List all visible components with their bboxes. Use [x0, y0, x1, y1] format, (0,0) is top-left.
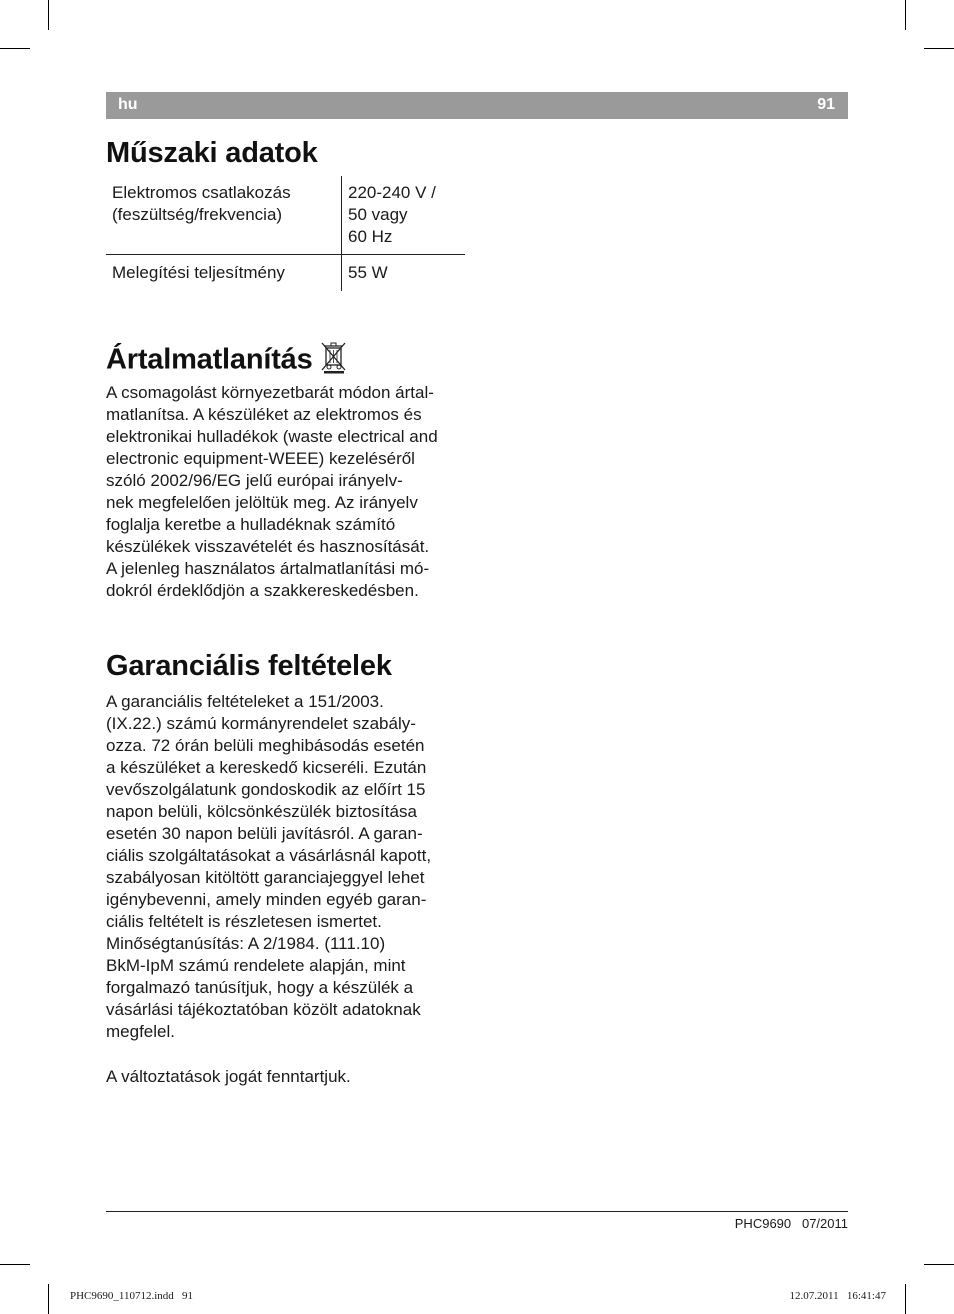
- language-code: hu: [118, 96, 138, 113]
- crop-mark: [48, 1284, 49, 1314]
- crossed-out-wheelie-bin-icon: [321, 340, 347, 382]
- specs-table: [106, 176, 465, 291]
- spec-label: Melegítési teljesítmény: [112, 263, 285, 282]
- specs-heading: Műszaki adatok: [106, 137, 318, 169]
- page-header-bar: [106, 92, 848, 119]
- spec-value: 220-240 V / 50 vagy 60 Hz: [342, 176, 466, 255]
- crop-mark: [924, 48, 954, 49]
- footer-rule: [106, 1211, 848, 1212]
- print-slug-timestamp: 12.07.2011 16:41:47: [789, 1290, 886, 1302]
- spec-label: Elektromos csatlakozás (feszültség/frekvencia): [106, 176, 342, 255]
- page-number: 91: [817, 96, 835, 113]
- disposal-heading: [106, 340, 347, 382]
- crop-mark: [0, 48, 30, 49]
- crop-mark: [905, 0, 906, 30]
- table-row: [106, 176, 465, 255]
- warranty-text: A garanciális feltételeket a 151/2003. (IX.22.) számú kormányrendelet szabály- ozza. 72 órán belüli meghibásodás esetén a készüléket a kereskedő kicseréli. Ezután vevőszolgálatunk gondoskodik az előírt 15 napon belüli, kölcsönkészülék biztosítása esetén 30 napon belüli javításról. A garan- ciális szolgáltatásokat a vásárlásnál kapott, szabályosan kitöltött garanciajeggyel lehet igénybevenni, amely minden egyéb garan- ciális feltételt is részletesen ismertet. Minőségtanúsítás: A 2/1984. (111.10) BkM-IpM számú rendelete alapján, mint forgalmazó tanúsítjuk, hogy a készülék a vásárlási tájékoztatóban közölt adatoknak megfelel.: [106, 692, 432, 1041]
- disposal-text: A csomagolást környezetbarát módon ártal- matlanítsa. A készüléket az elektromos és elektronikai hulladékok (waste electrical and electronic equipment-WEEE) kezeléséről szóló 2002/96/EG jelű európai irányelv- nek megfelelően jelöltük meg. Az irányelv foglalja keretbe a hulladéknak számító készülékek visszavételét és hasznosítását. A jelenleg használatos ártalmatlanítási mó- dokról érdeklődjön a szakkereskedésben.: [106, 383, 438, 600]
- crop-mark: [905, 1284, 906, 1314]
- warranty-note: A változtatások jogát fenntartjuk.: [106, 1067, 351, 1086]
- table-row: [106, 255, 465, 292]
- print-slug-file: PHC9690_110712.indd 91: [70, 1290, 194, 1302]
- disposal-title: Ártalmatlanítás: [106, 343, 313, 376]
- crop-mark: [48, 0, 49, 30]
- warranty-heading: Garanciális feltételek: [106, 650, 392, 682]
- crop-mark: [0, 1264, 30, 1265]
- spec-value: 55 W: [342, 255, 466, 292]
- crop-mark: [924, 1264, 954, 1265]
- footer-model-date: PHC9690 07/2011: [734, 1216, 848, 1231]
